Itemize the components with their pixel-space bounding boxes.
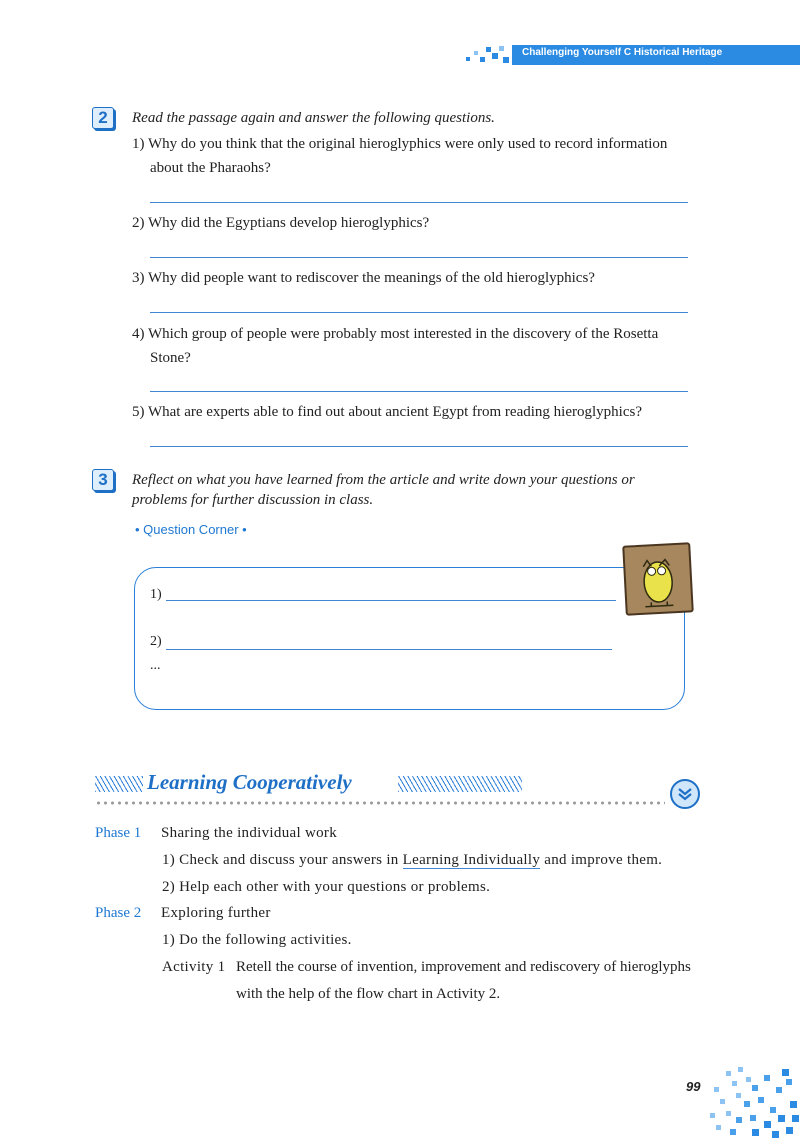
answer-line-5[interactable] <box>150 446 688 447</box>
question-item-1-label: 1) <box>150 587 162 602</box>
question-2: 2) Why did the Egyptians develop hieroglyphics? <box>132 215 430 231</box>
section-number-3: 3 <box>92 469 114 491</box>
question-3: 3) Why did people want to rediscover the meanings of the old hieroglyphics? <box>132 270 595 286</box>
phase-1-heading: Sharing the individual work <box>161 825 337 841</box>
header-pixel-decor <box>474 51 478 55</box>
section3-instruction-line1: Reflect on what you have learned from the article and write down your questions or <box>132 472 635 488</box>
header-pixel-decor <box>503 57 509 63</box>
dotted-divider <box>95 801 665 805</box>
answer-line-3[interactable] <box>150 312 688 313</box>
footer-pixel-decor <box>706 1065 800 1138</box>
header-pixel-decor <box>499 46 504 51</box>
header-title: Challenging Yourself C Historical Heritage <box>522 47 723 58</box>
question-5: 5) What are experts able to find out about ancient Egypt from reading hieroglyphics? <box>132 404 642 420</box>
phase-2-item-1: 1) Do the following activities. <box>162 932 352 948</box>
section-number-2: 2 <box>92 107 114 129</box>
question-item-2-line[interactable] <box>166 649 612 650</box>
phase-1-item-1-pre: 1) Check and discuss your answers in <box>162 852 399 868</box>
learning-individually-link[interactable]: Learning Individually <box>402 852 541 868</box>
question-4-line2: Stone? <box>150 350 191 366</box>
activity-1-label: Activity 1 <box>162 959 226 975</box>
section2-instruction: Read the passage again and answer the following questions. <box>132 110 495 126</box>
answer-line-1[interactable] <box>150 202 688 203</box>
header-pixel-decor <box>466 57 470 61</box>
chevron-down-icon <box>670 779 700 809</box>
phase-1-item-1-post: and improve them. <box>544 852 663 868</box>
question-corner-box <box>134 567 685 710</box>
activity-1-line1: Retell the course of invention, improvement and rediscovery of hieroglyphs <box>236 959 691 975</box>
question-1-line1: 1) Why do you think that the original hieroglyphics were only used to record information <box>132 136 668 152</box>
question-item-1-line[interactable] <box>166 600 616 601</box>
answer-line-4[interactable] <box>150 391 688 392</box>
header-pixel-decor <box>492 53 498 59</box>
title-hatch-left <box>95 776 143 792</box>
page-number: 99 <box>686 1079 701 1094</box>
question-corner-title: • Question Corner • <box>135 522 247 537</box>
question-1-line2: about the Pharaohs? <box>150 160 271 176</box>
question-item-2-label: 2) <box>150 634 162 649</box>
phase-1-item-1 <box>162 852 662 869</box>
owl-hieroglyph-icon <box>622 542 694 615</box>
phase-1-label: Phase 1 <box>95 825 142 841</box>
section3-instruction-line2: problems for further discussion in class. <box>132 492 374 508</box>
phase-1-item-2: 2) Help each other with your questions or problems. <box>162 879 491 895</box>
activity-1-line2: with the help of the flow chart in Activity 2. <box>236 986 501 1002</box>
phase-2-heading: Exploring further <box>161 905 271 921</box>
learning-cooperatively-title: Learning Cooperatively <box>147 770 352 794</box>
question-item-ellipsis: ... <box>150 658 161 673</box>
header-pixel-decor <box>486 47 491 52</box>
title-hatch-right <box>398 776 522 792</box>
answer-line-2[interactable] <box>150 257 688 258</box>
header-pixel-decor <box>480 57 485 62</box>
question-4-line1: 4) Which group of people were probably most interested in the discovery of the Rosetta <box>132 326 659 342</box>
phase-2-label: Phase 2 <box>95 905 142 921</box>
